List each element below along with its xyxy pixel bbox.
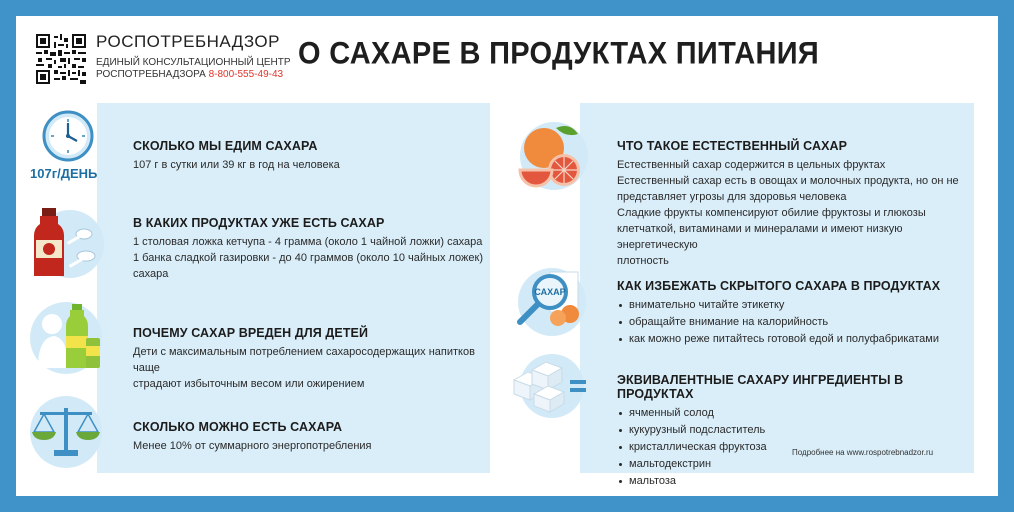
text-line: Сладкие фрукты компенсируют обилие фруктозы и глюкозы (617, 207, 926, 219)
list-item: обращайте внимание на калорийность (617, 314, 972, 331)
daily-intake-label: 107г/ДЕНЬ (30, 166, 98, 181)
text-line: 1 банка сладкой газировки - до 40 граммов (около 10 чайных ложек) (133, 252, 484, 264)
brand-subtitle (96, 57, 291, 81)
list-item: мальтодекстрин (617, 456, 972, 473)
section-text (133, 344, 488, 392)
sugar-cubes-equals-icon (504, 350, 594, 420)
text-line: 107 г в сутки или 39 кг в год на человека (133, 159, 340, 171)
qr-code-icon (36, 34, 86, 84)
brand-sub-line-1: ЕДИНЫЙ КОНСУЛЬТАЦИОННЫЙ ЦЕНТР (96, 57, 291, 68)
grapefruit-icon (512, 118, 592, 193)
text-line: плотность (617, 255, 669, 267)
clock-icon (42, 110, 94, 162)
list-item: кристаллическая фруктоза (617, 439, 972, 456)
text-line: Дети с максимальным потреблением сахаросодержащих напитков чаще (133, 346, 475, 374)
section-heading: КАК ИЗБЕЖАТЬ СКРЫТОГО САХАРА В ПРОДУКТАХ (617, 279, 941, 293)
list-item: внимательно читайте этикетку (617, 297, 972, 314)
text-line: Естественный сахар есть в овощах и молочных продукта, но он не (617, 175, 959, 187)
section-text (617, 157, 972, 269)
child-drinks-icon (26, 298, 106, 378)
text-line: представляет угрозы для здоровья человека (617, 191, 847, 203)
more-info-link[interactable]: Подробнее на www.rospotrebnadzor.ru (792, 448, 934, 457)
section-heading: СКОЛЬКО МЫ ЕДИМ САХАРА (133, 139, 318, 153)
brand-sub-line-2 (96, 69, 291, 81)
magnifier-sugar-text: САХАР (534, 287, 566, 297)
magnifier-label-icon (510, 262, 592, 342)
section-text (133, 157, 483, 173)
section-how-much-sugar (133, 139, 483, 173)
section-text (133, 438, 483, 454)
section-heading: В КАКИХ ПРОДУКТАХ УЖЕ ЕСТЬ САХАР (133, 216, 385, 230)
brand-name: РОСПОТРЕБНАДЗОР (96, 32, 280, 51)
section-heading: ЧТО ТАКОЕ ЕСТЕСТВЕННЫЙ САХАР (617, 139, 848, 153)
scales-icon (26, 392, 106, 472)
text-line: клетчаткой, витаминами и минералами и имеют низкую энергетическую (617, 223, 903, 251)
section-heading: ПОЧЕМУ САХАР ВРЕДЕН ДЛЯ ДЕТЕЙ (133, 326, 369, 340)
hotline-phone: 8-800-555-49-43 (208, 69, 284, 80)
ketchup-bottle-icon (26, 204, 106, 284)
section-text (133, 234, 488, 282)
text-line: 1 столовая ложка кетчупа - 4 грамма (около 1 чайной ложки) сахара (133, 236, 483, 248)
text-line: страдают избыточным весом или ожирением (133, 378, 365, 390)
text-line: сахара (133, 268, 169, 280)
bullet-list (617, 297, 972, 348)
section-allowed-sugar (133, 420, 483, 454)
list-item: мальтоза (617, 473, 972, 490)
list-item: ячменный солод (617, 405, 972, 422)
section-avoid-hidden-sugar (617, 279, 972, 348)
section-sugar-equivalents (617, 373, 972, 490)
list-item: кукурузный подсластитель (617, 422, 972, 439)
text-line: Менее 10% от суммарного энергопотребления (133, 440, 372, 452)
text-line: Естественный сахар содержится в цельных фруктах (617, 159, 886, 171)
section-heading: ЭКВИВАЛЕНТНЫЕ САХАРУ ИНГРЕДИЕНТЫ В ПРОДУКТАХ (617, 373, 904, 401)
section-why-harmful-for-children (133, 326, 488, 392)
page-title: О САХАРЕ В ПРОДУКТАХ ПИТАНИЯ (298, 36, 820, 72)
brand-sub-org: РОСПОТРЕБНАДЗОРА (96, 69, 206, 80)
brand-block (96, 32, 291, 81)
section-heading: СКОЛЬКО МОЖНО ЕСТЬ САХАРА (133, 420, 343, 434)
section-natural-sugar (617, 139, 972, 269)
section-products-with-sugar (133, 216, 488, 282)
list-item: как можно реже питайтесь готовой едой и полуфабрикатами (617, 331, 972, 348)
